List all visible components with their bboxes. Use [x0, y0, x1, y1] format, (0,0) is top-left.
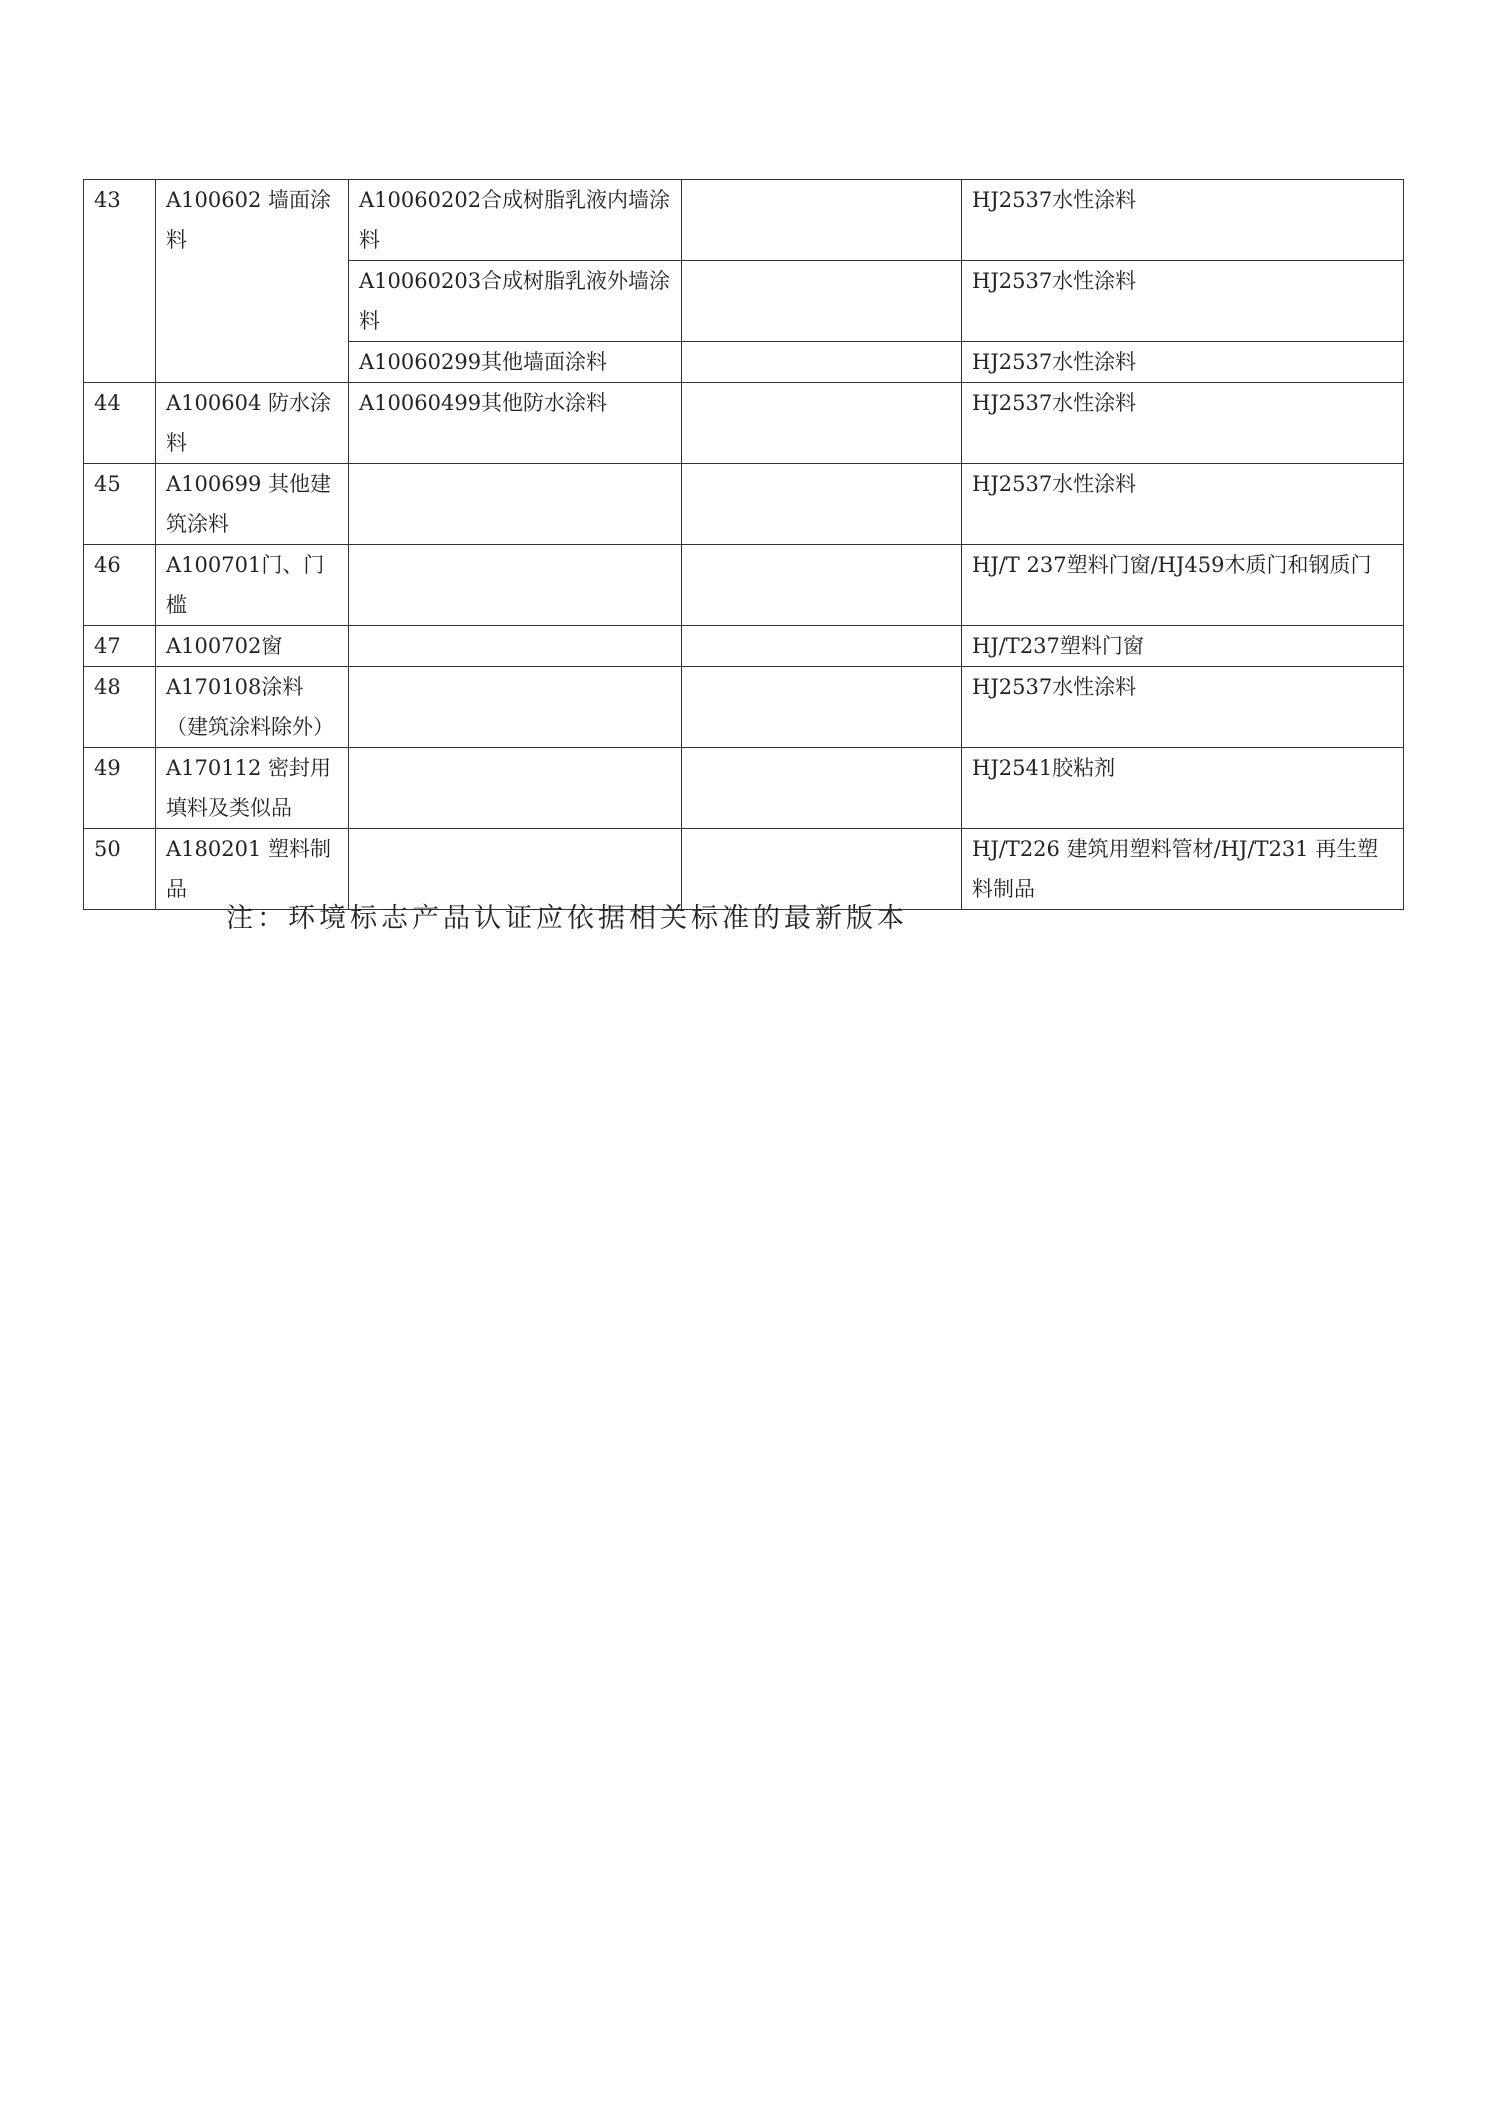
standard-cell: HJ/T226 建筑用塑料管材/HJ/T231 再生塑料制品: [962, 829, 1404, 910]
subcategory-cell: A10060202合成树脂乳液内墙涂料: [349, 180, 682, 261]
table-row: [84, 748, 1404, 829]
category-cell: A100701门、门槛: [156, 545, 349, 626]
category-cell: A170108涂料（建筑涂料除外）: [156, 667, 349, 748]
category-cell: A100604 防水涂料: [156, 383, 349, 464]
row-number: 47: [84, 626, 156, 667]
standard-cell: HJ2537水性涂料: [962, 261, 1404, 342]
blank-cell: [682, 464, 962, 545]
category-cell: A100702窗: [156, 626, 349, 667]
table-row: [84, 545, 1404, 626]
standard-cell: HJ2537水性涂料: [962, 342, 1404, 383]
subcategory-cell: A10060203合成树脂乳液外墙涂料: [349, 261, 682, 342]
standard-cell: HJ2537水性涂料: [962, 180, 1404, 261]
standard-cell: HJ/T 237塑料门窗/HJ459木质门和钢质门: [962, 545, 1404, 626]
blank-cell: [682, 626, 962, 667]
row-number: 45: [84, 464, 156, 545]
standard-cell: HJ2541胶粘剂: [962, 748, 1404, 829]
blank-cell: [682, 748, 962, 829]
subcategory-cell: [349, 626, 682, 667]
row-number: 46: [84, 545, 156, 626]
table-body: [84, 180, 1404, 910]
row-number: 44: [84, 383, 156, 464]
row-number: 43: [84, 180, 156, 383]
category-cell: A100699 其他建筑涂料: [156, 464, 349, 545]
row-number: 48: [84, 667, 156, 748]
subcategory-cell: A10060299其他墙面涂料: [349, 342, 682, 383]
blank-cell: [682, 261, 962, 342]
subcategory-cell: [349, 748, 682, 829]
blank-cell: [682, 383, 962, 464]
blank-cell: [682, 342, 962, 383]
subcategory-cell: [349, 667, 682, 748]
table-row: [84, 667, 1404, 748]
certification-table: [83, 179, 1404, 910]
blank-cell: [682, 180, 962, 261]
footnote: 注：环境标志产品认证应依据相关标准的最新版本: [226, 903, 908, 934]
subcategory-cell: A10060499其他防水涂料: [349, 383, 682, 464]
row-number: 50: [84, 829, 156, 910]
table-row: [84, 180, 1404, 261]
table-row: [84, 383, 1404, 464]
subcategory-cell: [349, 464, 682, 545]
blank-cell: [682, 667, 962, 748]
category-cell: A180201 塑料制品: [156, 829, 349, 910]
category-cell: A170112 密封用填料及类似品: [156, 748, 349, 829]
standard-cell: HJ2537水性涂料: [962, 464, 1404, 545]
standard-cell: HJ/T237塑料门窗: [962, 626, 1404, 667]
standard-cell: HJ2537水性涂料: [962, 383, 1404, 464]
table-row: [84, 626, 1404, 667]
standard-cell: HJ2537水性涂料: [962, 667, 1404, 748]
row-number: 49: [84, 748, 156, 829]
blank-cell: [682, 545, 962, 626]
category-cell: A100602 墙面涂料: [156, 180, 349, 383]
table-row: [84, 464, 1404, 545]
subcategory-cell: [349, 545, 682, 626]
